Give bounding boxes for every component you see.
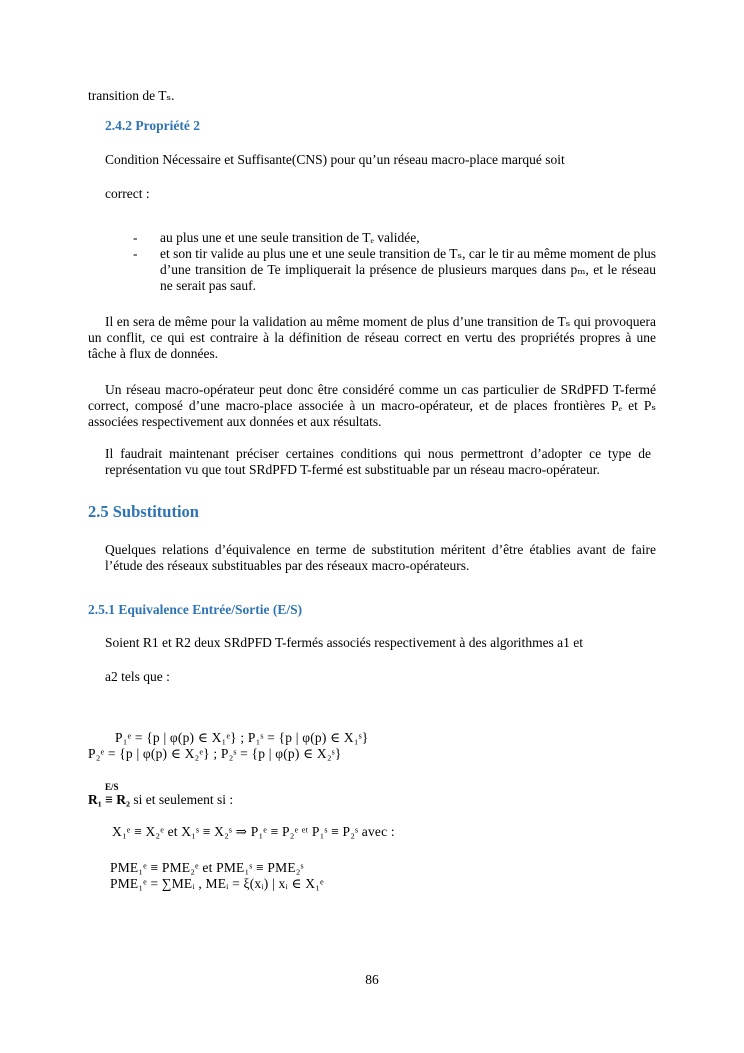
heading-2-5-1: 2.5.1 Equivalence Entrée/Sortie (E/S) [88,602,303,617]
bullet-item-2 [88,246,656,294]
bullet-list [88,230,656,294]
cns-paragraph-line2: correct : [105,186,150,201]
r-equivalence-rest: si et seulement si : [130,792,234,807]
page-number: 86 [365,972,379,987]
heading-2-4-2: 2.4.2 Propriété 2 [105,118,200,133]
bullet-marker: - [133,230,138,245]
paragraph-quelques: Quelques relations d’équivalence en terme de substitution méritent d’être établies avant de faire l’étude des réseaux substituables par des réseaux macro-opérateurs. [105,542,656,573]
pme-line2: PME₁ᵉ = ∑MEᵢ , MEᵢ = ξ(xᵢ) | xᵢ ∈ X₁ᵉ [110,876,324,891]
cns-paragraph-line1: Condition Nécessaire et Suffisante(CNS) pour qu’un réseau macro-place marqué soit [105,152,565,167]
pme-line1: PME₁ᵉ ≡ PME₂ᵉ et PME₁ˢ ≡ PME₂ˢ [110,860,304,875]
paragraph-meme: Il en sera de même pour la validation au même moment de plus d’une transition de Tₛ qui provoquera un conflit, ce qui est contraire à la définition de réseau correct en vertu des propriétés propres à une tâche à flux de données. [88,314,656,361]
paragraph-faudrait: Il faudrait maintenant préciser certaines conditions qui nous permettront d’adopter ce type de représentation vu que tout SRdPFD T-fermé est substituable par un réseau macro-opérateur. [105,446,651,477]
es-superscript-label: E/S [105,782,119,792]
bullet-text-1: au plus une et une seule transition de Tₑ validée, [160,230,420,245]
bullet-marker: - [133,246,138,261]
soient-line1: Soient R1 et R2 deux SRdPFD T-fermés associés respectivement à des algorithmes a1 et [105,635,584,650]
paragraph-macro-operateur: Un réseau macro-opérateur peut donc être considéré comme un cas particulier de SRdPFD T-fermé correct, composé d’une macro-place associée à un macro-opérateur, et de places frontières Pₑ et Pₛ associées respectivement aux données et aux résultats. [88,382,656,429]
bullet-item-1 [88,230,656,246]
intro-line: transition de Tₛ. [88,88,175,103]
page-content [88,88,656,892]
r-equivalence-line [88,792,656,808]
x-implication-line: X₁ᵉ ≡ X₂ᵉ et X₁ˢ ≡ X₂ˢ ⇒ P₁ᵉ ≡ P₂ᵉ ᵉᵗ P₁ˢ ≡ P₂ˢ avec : [112,824,395,839]
equation-p1: P₁ᵉ = {p | φ(p) ∈ X₁ᵉ} ; P₁ˢ = {p | φ(p) ∈ X₁ˢ} [115,730,369,745]
heading-2-5: 2.5 Substitution [88,502,199,521]
r-equivalence-bold: R₁ ≡ R₂ [88,792,131,807]
bullet-text-2: et son tir valide au plus une et une seule transition de Tₛ, car le tir au même moment de plus d’une transition de Te impliquerait la présence de plusieurs marques dans pₘ, et le réseau ne serait pas sauf. [160,246,656,293]
soient-line2: a2 tels que : [105,669,170,684]
equation-p2: P₂ᵉ = {p | φ(p) ∈ X₂ᵉ} ; P₂ˢ = {p | φ(p) ∈ X₂ˢ} [88,746,342,761]
